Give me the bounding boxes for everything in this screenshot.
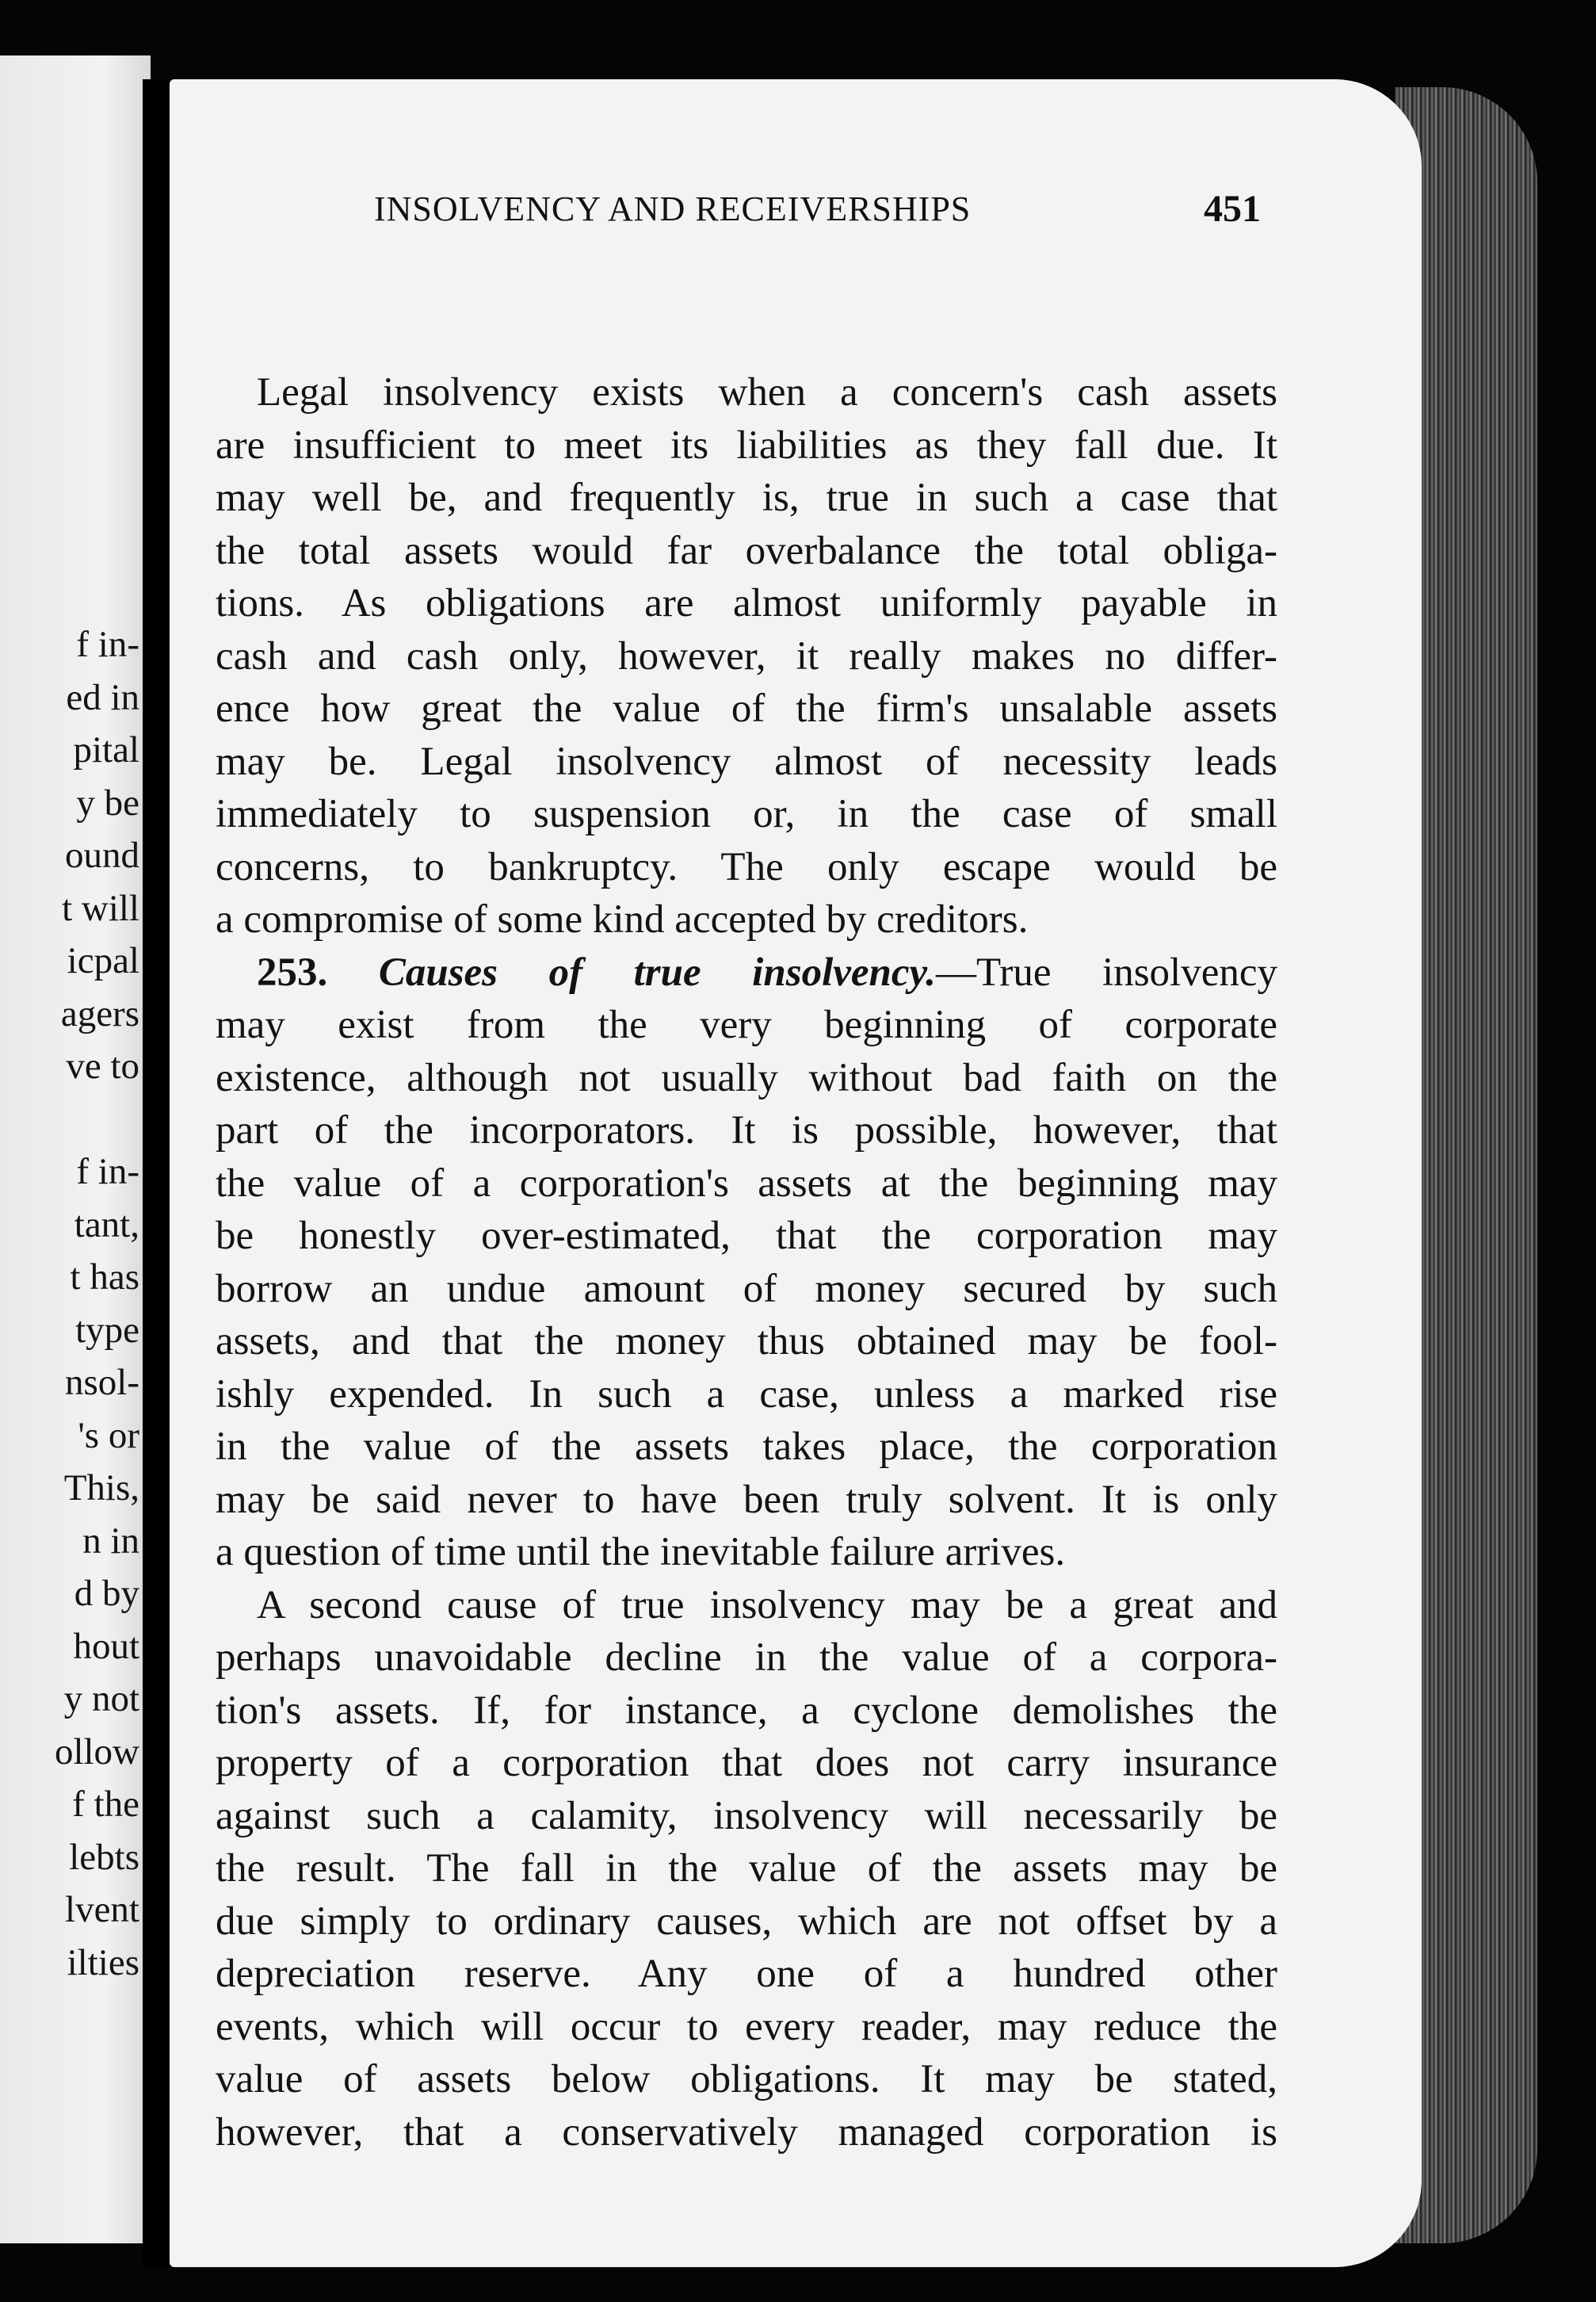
text-line: assets, and that the money thus obtained may be fool-	[216, 1319, 1277, 1363]
left-fragment: y be	[76, 782, 139, 824]
section-lead-text: —True insolvency	[936, 950, 1277, 995]
left-fragment-gap	[0, 1093, 139, 1146]
text-line: be honestly over-estimated, that the corporation may	[216, 1214, 1277, 1258]
text-line: cash and cash only, however, it really makes no differ-	[216, 633, 1277, 679]
text-line: tion's assets. If, for instance, a cyclone demolishes the	[216, 1688, 1277, 1733]
left-fragment: ollow	[54, 1730, 139, 1772]
text-line: property of a corporation that does not carry insurance	[216, 1741, 1277, 1785]
left-fragment: agers	[60, 992, 139, 1034]
left-fragment: ed in	[66, 676, 139, 718]
text-line: the total assets would far overbalance the total obliga-	[216, 528, 1277, 573]
left-fragment: nsol-	[65, 1362, 139, 1403]
text-line: tions. As obligations are almost uniformly payable in	[216, 581, 1277, 625]
text-line: value of assets below obligations. It may be stated,	[216, 2057, 1277, 2101]
left-fragment: f in-	[76, 624, 139, 665]
text-line: concerns, to bankruptcy. The only escape would be	[216, 844, 1277, 889]
left-fragment: icpal	[67, 940, 139, 981]
text-line: a question of time until the inevitable failure arrives.	[216, 1530, 1066, 1574]
left-fragment: f the	[72, 1784, 139, 1825]
left-fragment: lebts	[69, 1836, 139, 1878]
text-line: ence how great the value of the firm's unsalable assets	[216, 686, 1277, 731]
text-line: against such a calamity, insolvency will necessarily be	[216, 1793, 1277, 1838]
text-line: however, that a conservatively managed corporation is	[216, 2109, 1277, 2155]
section-title: Causes of true insolvency.	[378, 950, 936, 995]
left-fragment: type	[75, 1309, 139, 1351]
page-number: 451	[1204, 188, 1261, 230]
section-number: 253.	[257, 950, 328, 995]
left-fragment: hout	[73, 1625, 139, 1667]
left-fragment: tant,	[74, 1203, 139, 1245]
left-fragment: t will	[62, 887, 139, 929]
left-fragment: ound	[65, 835, 139, 876]
text-line: A second cause of true insolvency may be a great and	[257, 1582, 1277, 1627]
left-page-line-fragments	[0, 618, 139, 1989]
text-line: Legal insolvency exists when a concern's cash assets	[257, 370, 1277, 415]
text-line: in the value of the assets takes place, the corporation	[216, 1424, 1277, 1469]
text-line: a compromise of some kind accepted by creditors.	[216, 897, 1029, 942]
text-line: ishly expended. In such a case, unless a marked rise	[216, 1371, 1277, 1417]
left-fragment: t has	[70, 1256, 139, 1298]
left-fragment: lvent	[65, 1889, 139, 1930]
left-facing-page	[0, 55, 151, 2243]
text-line: perhaps unavoidable decline in the value of a corpora-	[216, 1635, 1277, 1680]
text-line: borrow an undue amount of money secured by such	[216, 1266, 1277, 1311]
text-line: due simply to ordinary causes, which are not offset by a	[216, 1899, 1277, 1944]
left-fragment: d by	[74, 1573, 139, 1614]
text-line: may be. Legal insolvency almost of necessity leads	[216, 739, 1277, 784]
running-head: INSOLVENCY AND RECEIVERSHIPS	[374, 189, 972, 228]
right-page	[170, 79, 1422, 2267]
left-fragment: f in-	[76, 1151, 139, 1192]
page-body	[216, 366, 1277, 2159]
left-fragment: y not	[63, 1678, 139, 1719]
left-fragment: This,	[63, 1467, 139, 1509]
text-line: the value of a corporation's assets at the beginning may	[216, 1161, 1277, 1206]
text-line: are insufficient to meet its liabilities as they fall due. It	[216, 423, 1277, 468]
left-fragment: n in	[82, 1520, 139, 1562]
text-line: may exist from the very beginning of corporate	[216, 1003, 1277, 1047]
text-line: the result. The fall in the value of the assets may be	[216, 1846, 1277, 1891]
left-fragment: ve to	[66, 1046, 139, 1087]
section-heading-line	[216, 946, 1277, 1000]
text-line: events, which will occur to every reader, may reduce the	[216, 2004, 1277, 2049]
text-line: may well be, and frequently is, true in such a case that	[216, 476, 1277, 520]
left-fragment: 's or	[78, 1414, 139, 1456]
text-line: existence, although not usually without bad faith on the	[216, 1055, 1277, 1100]
text-line: may be said never to have been truly solvent. It is only	[216, 1477, 1277, 1522]
left-fragment: pital	[73, 729, 139, 771]
text-line: part of the incorporators. It is possible, however, that	[216, 1108, 1277, 1153]
text-line: depreciation reserve. Any one of a hundred other	[216, 1952, 1277, 1996]
text-line: immediately to suspension or, in the case of small	[216, 792, 1277, 836]
left-fragment: ilties	[67, 1941, 139, 1983]
